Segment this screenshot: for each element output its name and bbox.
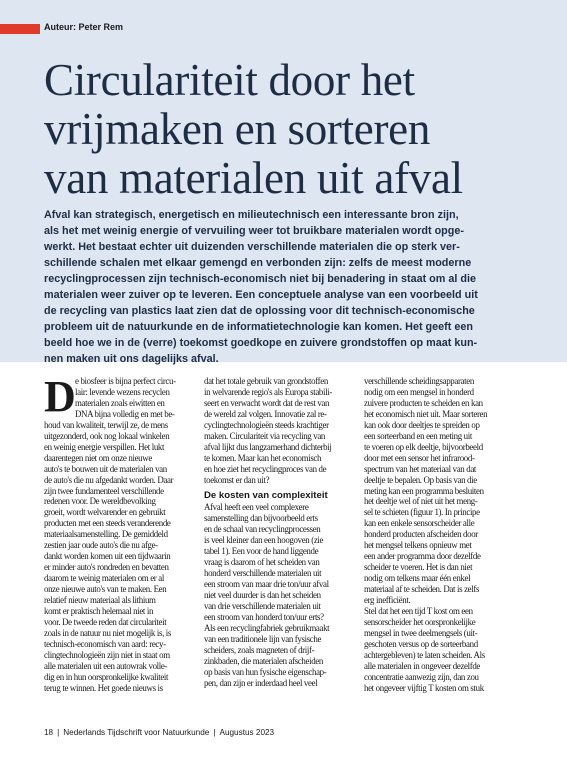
body-line: een ander programma door dezelfde <box>364 551 481 562</box>
body-line: het economisch niet uit. Maar sorteren <box>364 408 488 419</box>
issue-date: Augustus 2023 <box>219 728 275 737</box>
body-line: alle materialen in ongeveer dezelfde <box>364 660 481 671</box>
body-column-2 <box>204 376 356 689</box>
body-line: scheider te voeren. Het is dan niet <box>364 562 473 573</box>
lead-line: recyclingprocessen zijn technisch-economisch niet bij benadering in staat om al die <box>44 273 476 285</box>
body-line: deeltje te bepalen. Op basis van die <box>364 474 477 485</box>
body-line: kan ook door deeltjes te spreiden op <box>364 419 480 430</box>
body-line: spectrum van het materiaal van dat <box>364 463 477 474</box>
body-line: terug te winnen. Het goede nieuws is <box>44 682 163 693</box>
body-line: nodig om een mengsel in honderd <box>364 386 474 397</box>
body-line: seert en verwacht wordt dat de rest van <box>204 397 330 408</box>
body-line: maken. Circulariteit via recycling van <box>204 430 326 441</box>
body-line: de wereld zal volgen. Innovatie zal re- <box>204 408 327 419</box>
lead-line: werkt. Het bestaat echter uit duizenden verschillende materialen die op sterk ver- <box>44 241 460 253</box>
body-line: auto's te bouwen uit de materialen van <box>44 463 167 474</box>
body-line: vraag is daarom of het scheiden van <box>204 557 320 568</box>
body-line: het ongeveer vijftig T kosten om stuk <box>364 682 484 693</box>
title-line: Circulariteit door het <box>44 55 415 105</box>
body-line: sensorscheider het oorspronkelijke <box>364 616 476 627</box>
body-column-1 <box>44 372 196 694</box>
body-line: erg inefficiënt. <box>364 595 411 606</box>
dropcap-block <box>44 372 196 421</box>
body-line: een stroom van honderd ton/uur erts? <box>204 612 324 623</box>
journal-name: Nederlands Tijdschrift voor Natuurkunde <box>63 728 210 737</box>
body-line: honderd producten afscheiden door <box>364 529 478 540</box>
lead-paragraph <box>44 207 520 367</box>
article-title <box>44 56 544 203</box>
body-line: DNA bijna volledig en met be- <box>75 408 175 419</box>
body-line: zijn twee fundamenteel verschillende <box>44 485 164 496</box>
body-line: tabel 1). Een voor de hand liggende <box>204 546 319 557</box>
body-line: Afval heeft een veel complexere <box>204 502 309 513</box>
body-line: dig en in hun oorspronkelijke kwaliteit <box>44 671 169 682</box>
body-line: achtergebleven) te laten scheiden. Als <box>364 649 485 660</box>
section-heading: De kosten van complexiteit <box>204 489 328 501</box>
body-line: scheiders, zoals magneten of drijf- <box>204 644 315 655</box>
body-line: nodig om telkens maar één enkel <box>364 573 471 584</box>
body-line: zoals in de natuur nu niet mogelijk is, is <box>44 627 172 638</box>
body-line: toekomst er dan uit? <box>204 474 270 485</box>
lead-line: Afval kan strategisch, energetisch en milieutechnisch een interessante bron zijn, <box>44 209 459 221</box>
body-line: daarom te weinig materialen om er al <box>44 573 164 584</box>
body-line: niet veel duurder is dan het scheiden <box>204 590 321 601</box>
body-line: materialen zoals eiwitten en <box>75 397 165 408</box>
body-line: afval lijkt dus langzamerhand dichterbij <box>204 441 332 452</box>
body-line: e biosfeer is bijna perfect circu- <box>75 376 176 386</box>
body-line: alle materialen uit een autowrak volle- <box>44 660 168 671</box>
body-line: mengsel in twee deelmengsels (uit- <box>364 627 478 638</box>
body-line: relatief nieuw materiaal als lithium <box>44 595 156 606</box>
body-line: te voeren op elk deeltje, bijvoorbeeld <box>364 441 483 452</box>
lead-line: schillende schalen met elkaar gemengd en verbonden zijn: zelfs de meest moderne <box>44 257 472 269</box>
body-line: meting kan een programma besluiten <box>364 485 484 496</box>
body-line: op basis van hun fysische eigenschap- <box>204 666 327 677</box>
lead-line: als het met weinig energie of vervuiling weer tot bruikbare materialen wordt opge- <box>44 225 464 237</box>
page-number: 18 <box>44 728 54 737</box>
body-line: het mengsel telkens opnieuw met <box>364 540 472 551</box>
body-line: lair: levende wezens recyclen <box>75 386 170 397</box>
body-line: een stroom van maar drie ton/uur afval <box>204 579 329 590</box>
body-line: technisch-economisch van aard: recy- <box>44 638 166 649</box>
body-line: is veel kleiner dan een hoogoven (zie <box>204 535 324 546</box>
body-line: sel te schieten (figuur 1). In principe <box>364 507 480 518</box>
body-line: zestien jaar oude auto's die nu afge- <box>44 540 158 551</box>
body-line: zinkbaden, die materialen afscheiden <box>204 655 323 666</box>
body-line: Stel dat het een tijd T kost om een <box>364 606 473 617</box>
body-line: in welvarende regio's als Europa stabili- <box>204 386 332 397</box>
accent-bar <box>0 24 40 34</box>
page-footer: 18 | Nederlands Tijdschrift voor Natuurkunde | Augustus 2023 <box>44 728 275 737</box>
body-line: daarentegen niet om onze nieuwe <box>44 452 152 463</box>
lead-line: nen maken uit ons dagelijks afval. <box>44 353 219 365</box>
body-line: concentratie aanwezig zijn, dan zou <box>364 671 479 682</box>
body-line: honderd verschillende materialen uit <box>204 568 322 579</box>
body-line: redenen voor. De wereldbevolking <box>44 496 156 507</box>
lead-line: materialen weer zuiver op te leveren. Een conceptuele analyse van een voorbeeld uit <box>44 289 478 301</box>
lead-line: de recycling van plastics laat zien dat de oplossing voor dit technisch-economische <box>44 305 475 317</box>
lead-line: probleem uit de natuurkunde en de informatietechnologie kan komen. Het geeft een <box>44 321 473 333</box>
drop-cap: D <box>44 372 76 421</box>
body-line: de auto's die nu afgedankt worden. Daar <box>44 474 174 485</box>
title-line: vrijmaken en sorteren <box>44 104 431 154</box>
body-line: en hoe ziet het recyclingproces van de <box>204 463 327 474</box>
body-line: pen, dan zijn er inderdaad heel veel <box>204 677 318 688</box>
body-line: materiaalsamenstelling. De gemiddeld <box>44 529 168 540</box>
body-line: houd van kwaliteit, terwijl ze, de mens <box>44 419 168 430</box>
body-line: onze nieuwe auto's van te maken. Een <box>44 584 167 595</box>
body-line: en weinig energie verspillen. Het lukt <box>44 441 165 452</box>
body-line: cyclingtechnologieën steeds krachtiger <box>204 419 329 430</box>
body-line: dankt worden komen uit een tijdwaarin <box>44 551 171 562</box>
body-line: producten met een steeds veranderende <box>44 518 171 529</box>
body-line: Als een recyclingfabriek gebruikmaakt <box>204 622 330 633</box>
body-line: zuivere producten te scheiden en kan <box>364 397 483 408</box>
body-line: groeit, wordt welvarender en gebruikt <box>44 507 166 518</box>
body-line: materiaal af te scheiden. Dat is zelfs <box>364 584 480 595</box>
body-line: samenstelling dan bijvoorbeeld erts <box>204 513 318 524</box>
body-line: geschoten versus op de sorteerband <box>364 638 478 649</box>
body-line: uitgezonderd, ook nog lokaal winkelen <box>44 430 170 441</box>
lead-line: beeld hoe we in de (verre) toekomst goedkope en zuivere grondstoffen op maat kun- <box>44 337 478 349</box>
body-line: verschillende scheidingsapparaten <box>364 376 474 386</box>
body-line: komt er praktisch helemaal niet in <box>44 606 154 617</box>
body-line: te komen. Maar kan het economisch <box>204 452 322 463</box>
body-line: voor. De tweede reden dat circulariteit <box>44 616 167 627</box>
body-line: van drie verschillende materialen uit <box>204 601 321 612</box>
body-line: door met een sensor het infrarood- <box>364 452 475 463</box>
body-line: en de schaal van recyclingprocessen <box>204 524 321 535</box>
author-line: Auteur: Peter Rem <box>44 22 124 32</box>
body-line: dat het totale gebruik van grondstoffen <box>204 376 328 386</box>
body-line: er minder auto's rondreden en bevatten <box>44 562 169 573</box>
body-line: clingtechnologieën zijn niet in staat om <box>44 649 170 660</box>
body-column-3 <box>364 376 516 694</box>
body-line: van een traditionele lijn van fysische <box>204 633 322 644</box>
body-line: het deeltje wel of niet uit het meng- <box>364 496 478 507</box>
body-line: kan een enkele sensorscheider alle <box>364 518 475 529</box>
title-line: van materialen uit afval <box>44 153 463 203</box>
body-line: een sorteerband en een meting uit <box>364 430 472 441</box>
